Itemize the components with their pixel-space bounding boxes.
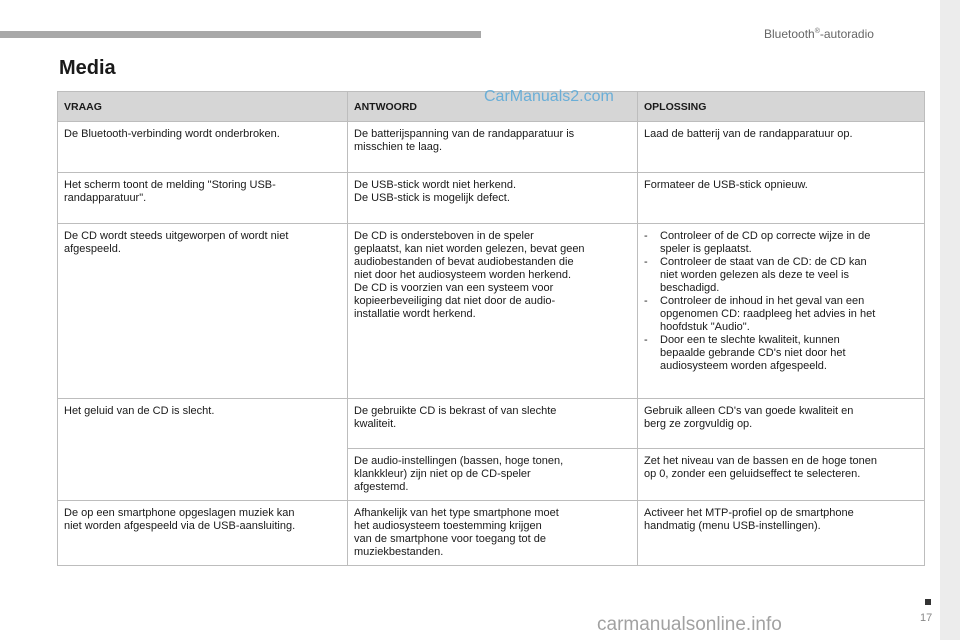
- column-header-question: VRAAG: [58, 92, 348, 122]
- question-cell: Het scherm toont de melding "Storing USB- randapparatuur".: [58, 173, 348, 224]
- watermark-bottom: carmanualsonline.info: [597, 614, 782, 635]
- question-cell: De op een smartphone opgeslagen muziek kan niet worden afgespeeld via de USB-aansluiting.: [58, 501, 348, 566]
- answer-cell: De batterijspanning van de randapparatuur is misschien te laag.: [348, 122, 638, 173]
- watermark-top: CarManuals2.com: [484, 88, 614, 105]
- table-row: [58, 173, 925, 224]
- table-row: [58, 399, 925, 449]
- section-header: [764, 27, 874, 41]
- faq-table: [57, 91, 925, 566]
- question-cell: [58, 449, 348, 501]
- registered-mark: ®: [814, 28, 820, 35]
- section-title-rest: -autoradio: [819, 27, 874, 41]
- page-title: Media: [59, 57, 116, 79]
- table-row: [58, 122, 925, 173]
- question-cell: De Bluetooth-verbinding wordt onderbroken.: [58, 122, 348, 173]
- answer-cell: Afhankelijk van het type smartphone moet het audiosysteem toestemming krijgen van de smartphone voor toegang tot de muziekbestanden.: [348, 501, 638, 566]
- answer-cell: De audio-instellingen (bassen, hoge tonen, klankkleur) zijn niet op de CD-speler afgestemd.: [348, 449, 638, 501]
- solution-cell: Laad de batterij van de randapparatuur op.: [638, 122, 925, 173]
- solution-cell: [638, 224, 925, 399]
- solution-cell: Gebruik alleen CD's van goede kwaliteit en berg ze zorgvuldig op.: [638, 399, 925, 449]
- list-item: - Controleer de staat van de CD: de CD kan niet worden gelezen als deze te veel is beschadigd.: [644, 256, 918, 295]
- header-bar: [0, 31, 481, 38]
- list-item: - Door een te slechte kwaliteit, kunnen bepaalde gebrande CD's niet door het audiosysteem worden afgespeeld.: [644, 334, 918, 373]
- column-header-solution: OPLOSSING: [638, 92, 925, 122]
- question-cell: De CD wordt steeds uitgeworpen of wordt niet afgespeeld.: [58, 224, 348, 399]
- list-item: - Controleer of de CD op correcte wijze in de speler is geplaatst.: [644, 230, 918, 256]
- answer-cell: De gebruikte CD is bekrast of van slechte kwaliteit.: [348, 399, 638, 449]
- side-strip: [940, 0, 960, 640]
- table-row: [58, 224, 925, 399]
- answer-cell: De USB-stick wordt niet herkend. De USB-stick is mogelijk defect.: [348, 173, 638, 224]
- answer-cell: De CD is ondersteboven in de speler geplaatst, kan niet worden gelezen, bevat geen audiobestanden of bevat audiobestanden die niet door het audiosysteem worden herkend. De CD is voorzien van een systeem voor kopieerbeveiliging dat niet door de audio- installatie wordt herkend.: [348, 224, 638, 399]
- column-header-answer: ANTWOORD: [348, 92, 638, 122]
- page-marker-square: [925, 599, 931, 605]
- section-title-main: Bluetooth: [764, 27, 815, 41]
- solution-list: [644, 230, 918, 373]
- solution-cell: Activeer het MTP-profiel op de smartphone handmatig (menu USB-instellingen).: [638, 501, 925, 566]
- table-row: [58, 501, 925, 566]
- question-cell: Het geluid van de CD is slecht.: [58, 399, 348, 449]
- solution-cell: Formateer de USB-stick opnieuw.: [638, 173, 925, 224]
- page-number: 17: [920, 612, 933, 624]
- table-row: [58, 449, 925, 501]
- solution-cell: Zet het niveau van de bassen en de hoge tonen op 0, zonder een geluidseffect te selecteren.: [638, 449, 925, 501]
- list-item: - Controleer de inhoud in het geval van een opgenomen CD: raadpleeg het advies in het hoofdstuk "Audio".: [644, 295, 918, 334]
